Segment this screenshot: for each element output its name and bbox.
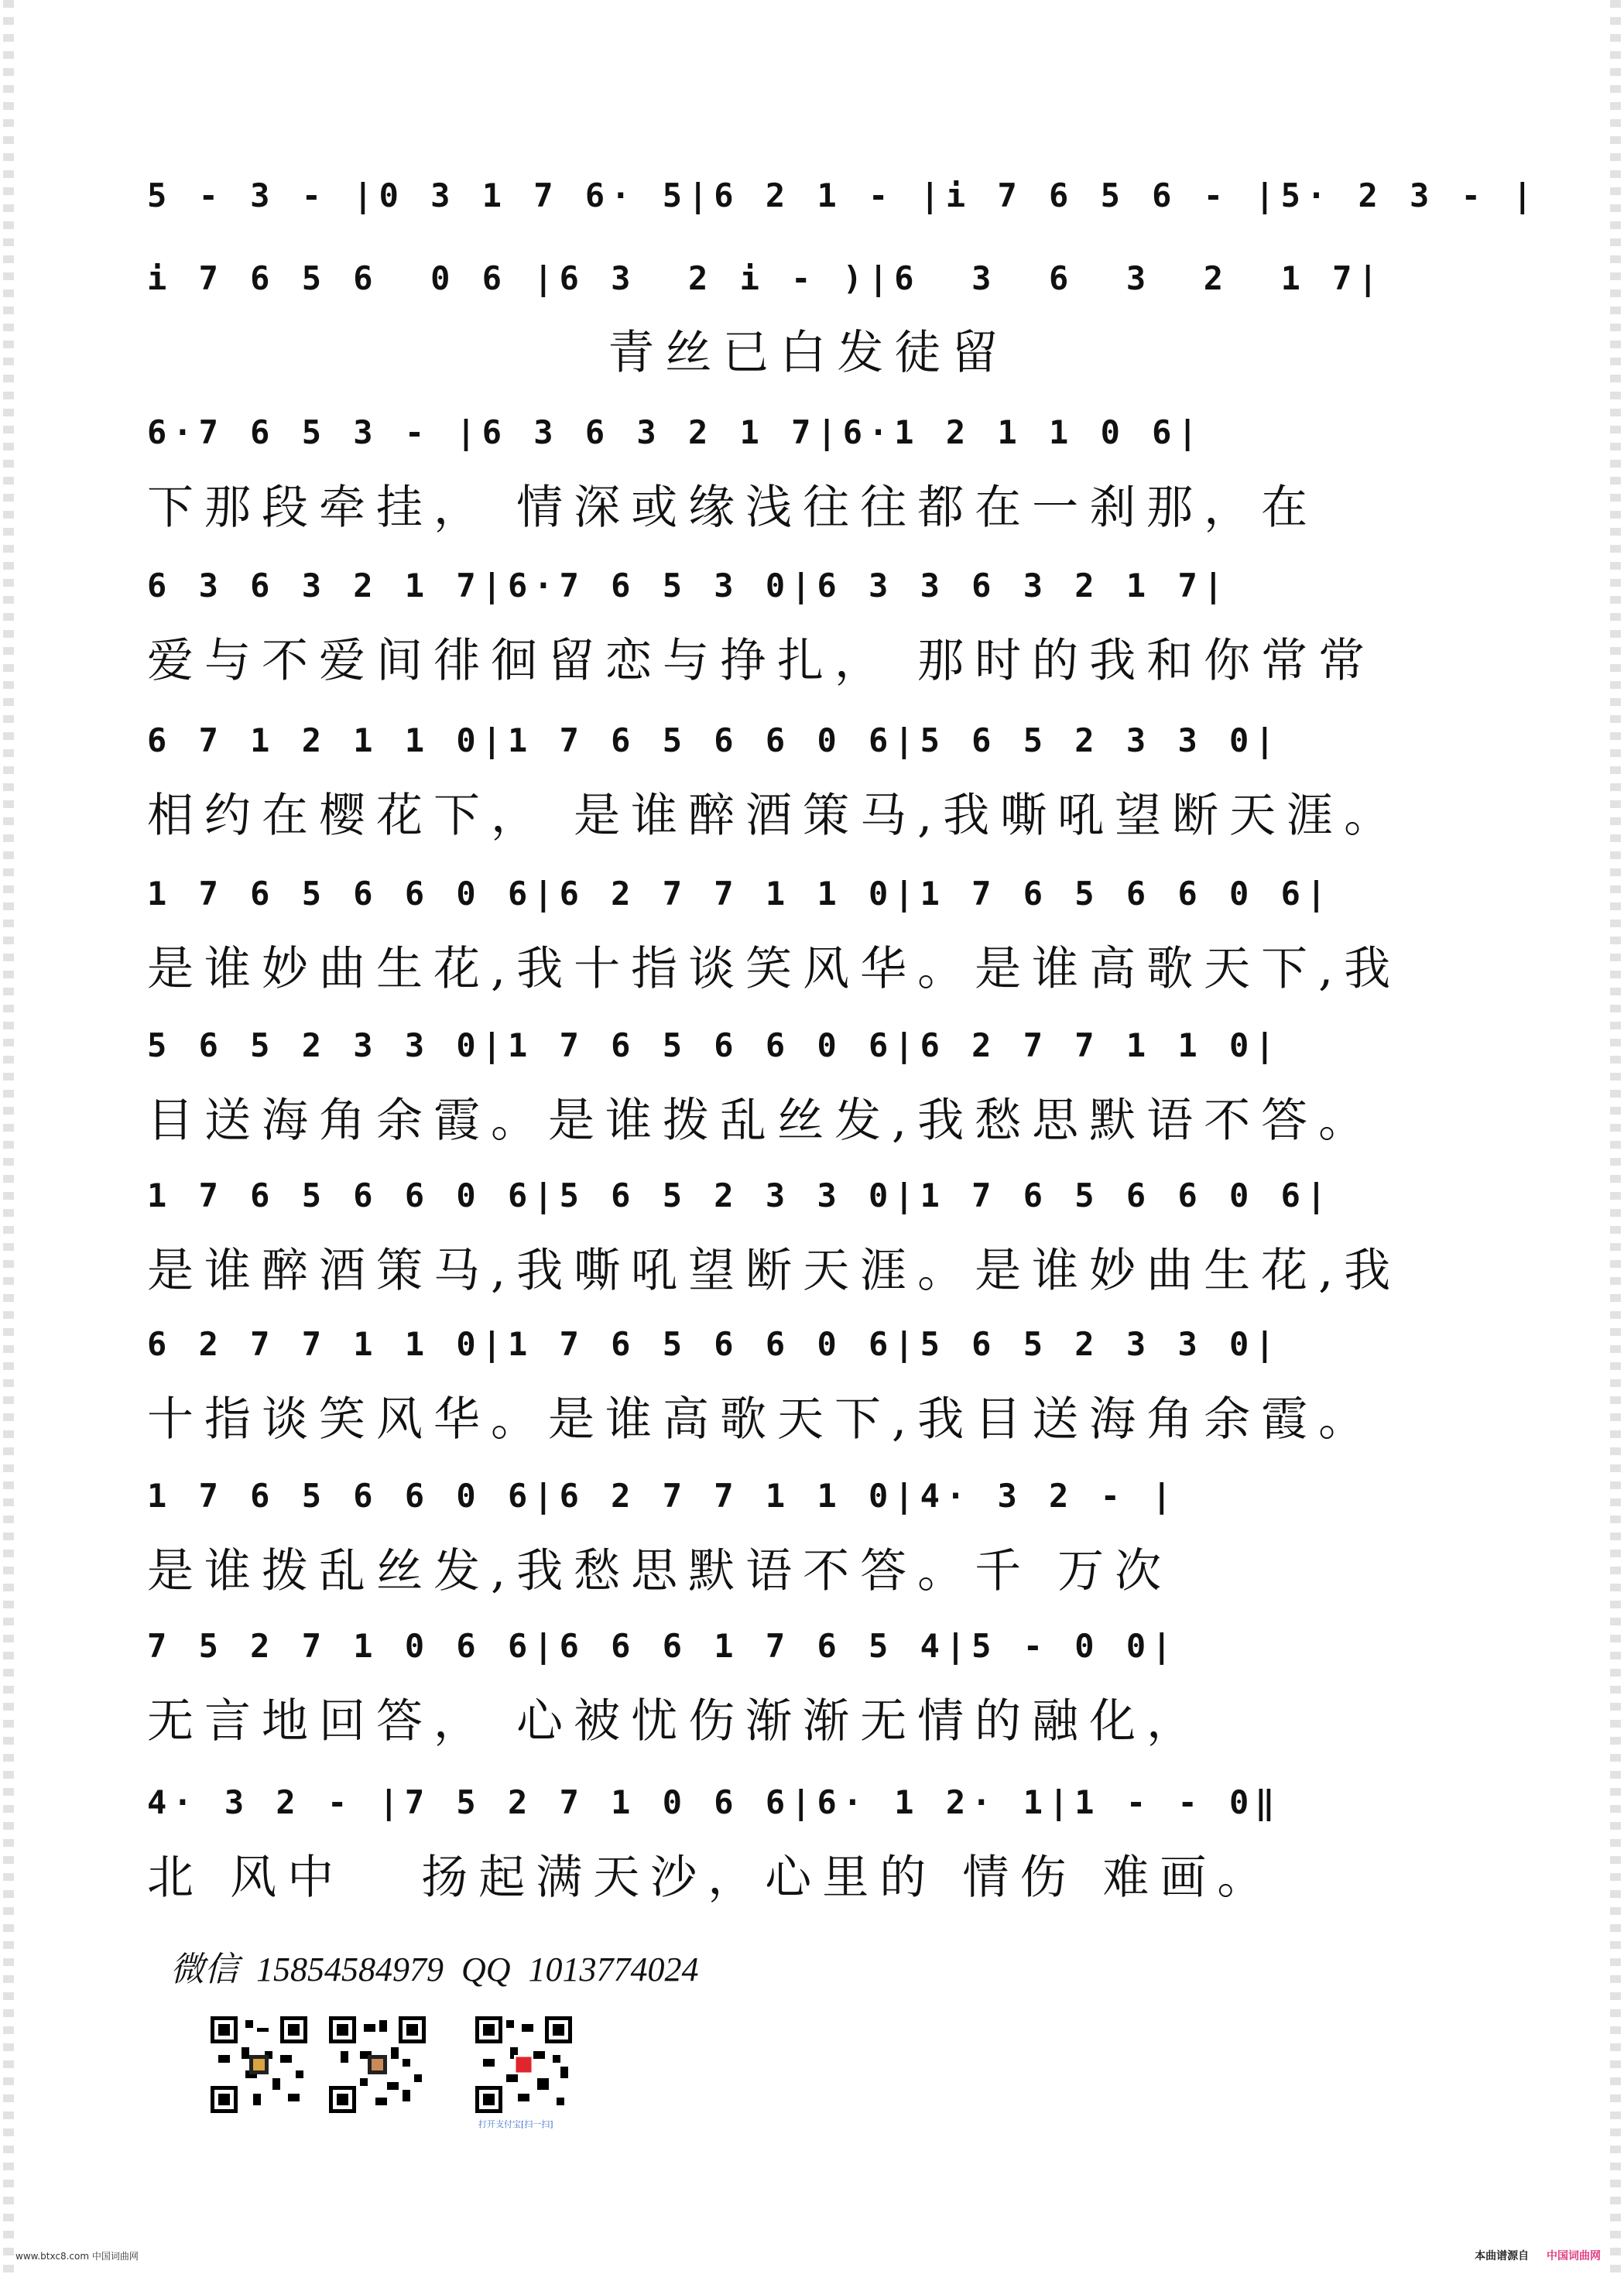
right-border-decoration xyxy=(1610,0,1621,2281)
footer-site-name: 中国词曲网 xyxy=(1547,2250,1601,2262)
notation-line-5: 6 7 1 2 1 1 0|1 7 6 5 6 6 0 6|5 6 5 2 3 3 0| xyxy=(147,721,1281,759)
notation-line-11: 7 5 2 7 1 0 6 6|6 6 6 1 7 6 5 4|5 - 0 0| xyxy=(147,1627,1178,1665)
notation-line-3: 6·7 6 5 3 - |6 3 6 3 2 1 7|6·1 2 1 1 0 6| xyxy=(147,413,1204,451)
footer-source-label: 本曲谱源自 xyxy=(1475,2250,1530,2262)
qq-qr-code-icon xyxy=(329,2016,426,2113)
lyrics-line-8: 是谁醉酒策马,我嘶吼望断天涯。是谁妙曲生花,我 xyxy=(147,1244,1402,1298)
alipay-qr-code-icon xyxy=(475,2016,572,2113)
footer-site-url: www.btxc8.com 中国词曲网 xyxy=(15,2251,139,2262)
lyrics-line-6: 是谁妙曲生花,我十指谈笑风华。是谁高歌天下,我 xyxy=(147,942,1402,996)
notation-line-12: 4· 3 2 - |7 5 2 7 1 0 6 6|6· 1 2· 1|1 - - 0‖ xyxy=(147,1783,1281,1821)
lyrics-line-2: 青丝已白发徒留 xyxy=(147,326,1009,380)
notation-line-6: 1 7 6 5 6 6 0 6|6 2 7 7 1 1 0|1 7 6 5 6 6 0 6| xyxy=(147,875,1333,913)
notation-line-2: i 7 6 5 6 0 6 |6 3 2 i - )|6 3 6 3 2 1 7| xyxy=(147,259,1384,297)
lyrics-line-5: 相约在樱花下， 是谁醉酒策马,我嘶吼望断天涯。 xyxy=(147,789,1402,843)
lyrics-line-12: 北 风中 扬起满天沙，心里的 情伤 难画。 xyxy=(147,1851,1275,1905)
left-border-decoration xyxy=(3,0,14,2281)
notation-line-8: 1 7 6 5 6 6 0 6|5 6 5 2 3 3 0|1 7 6 5 6 6 0 6| xyxy=(147,1176,1333,1214)
footer-source xyxy=(1475,2248,1601,2263)
notation-line-1: 5 - 3 - |0 3 1 7 6· 5|6 2 1 - |i 7 6 5 6 - |5· 2 3 - | xyxy=(147,176,1539,214)
lyrics-line-9: 十指谈笑风华。是谁高歌天下,我目送海角余霞。 xyxy=(147,1392,1376,1447)
lyrics-line-11: 无言地回答， 心被忧伤渐渐无情的融化， xyxy=(147,1694,1204,1748)
lyrics-line-3: 下那段牵挂， 情深或缘浅往往都在一刹那，在 xyxy=(147,481,1319,535)
lyrics-line-10: 是谁拨乱丝发,我愁思默语不答。千 万次 xyxy=(147,1544,1173,1598)
notation-line-9: 6 2 7 7 1 1 0|1 7 6 5 6 6 0 6|5 6 5 2 3 3 0| xyxy=(147,1325,1281,1363)
lyrics-line-7: 目送海角余霞。是谁拨乱丝发,我愁思默语不答。 xyxy=(147,1094,1376,1148)
lyrics-line-4: 爱与不爱间徘徊留恋与挣扎， 那时的我和你常常 xyxy=(147,634,1376,688)
notation-line-4: 6 3 6 3 2 1 7|6·7 6 5 3 0|6 3 3 6 3 2 1 7| xyxy=(147,567,1230,604)
contact-info: 微信 15854584979 QQ 1013774024 xyxy=(170,1950,699,1988)
qr-caption: 打开支付宝[扫一扫] xyxy=(478,2119,553,2129)
notation-line-7: 5 6 5 2 3 3 0|1 7 6 5 6 6 0 6|6 2 7 7 1 1 0| xyxy=(147,1026,1281,1064)
wechat-qr-code-icon xyxy=(211,2016,307,2113)
notation-line-10: 1 7 6 5 6 6 0 6|6 2 7 7 1 1 0|4· 3 2 - | xyxy=(147,1477,1178,1515)
